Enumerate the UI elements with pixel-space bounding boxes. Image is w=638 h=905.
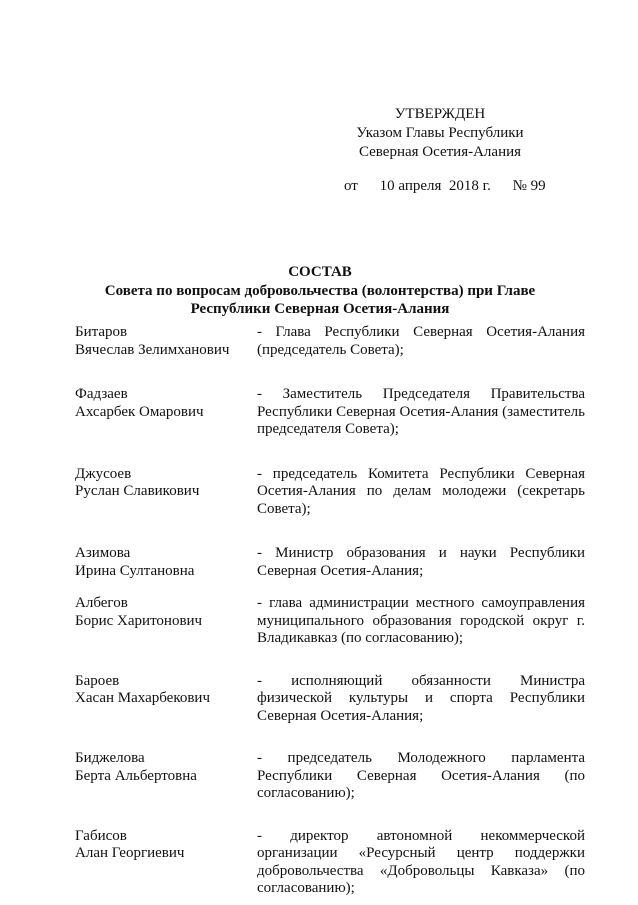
member-entry xyxy=(75,750,585,803)
member-given-names: Хасан Махарбекович xyxy=(75,690,210,706)
approval-republic-line: Северная Осетия-Алания xyxy=(358,144,522,160)
member-role: - председатель Комитета Республики Северная Осетия-Алания по делам молодежи (секретарь Совета); xyxy=(257,465,585,517)
member-role: - председатель Молодежного парламента Республики Северная Осетия-Алания (по согласованию); xyxy=(257,750,585,801)
approval-heading: УТВЕРЖДЕН xyxy=(394,106,486,122)
member-surname: Албегов xyxy=(75,595,128,611)
approval-decree-line: Указом Главы Республики xyxy=(356,125,524,141)
member-role: - исполняющий обязанности Министра физической культуры и спорта Республики Северная Осетия-Алания; xyxy=(257,672,585,724)
member-name xyxy=(75,750,250,785)
date-prefix: от xyxy=(344,178,358,194)
member-role: - Заместитель Председателя Правительства Республики Северная Осетия-Алания (заместитель председателя Совета); xyxy=(257,386,585,437)
member-entry xyxy=(75,545,585,580)
member-entry xyxy=(75,595,585,648)
member-entry xyxy=(75,466,585,519)
member-surname: Фадзаев xyxy=(75,386,128,402)
member-given-names: Руслан Славикович xyxy=(75,483,200,499)
member-role: - Глава Республики Северная Осетия-Алания (председатель Совета); xyxy=(257,324,585,358)
member-name xyxy=(75,324,250,359)
member-name xyxy=(75,466,250,501)
member-given-names: Ахсарбек Омарович xyxy=(75,403,204,420)
member-name xyxy=(75,673,250,708)
member-entry xyxy=(75,673,585,726)
member-surname: Азимова xyxy=(75,545,131,561)
member-entry xyxy=(75,828,585,898)
document-subtitle-line-2: Республики Северная Осетия-Алания xyxy=(190,301,450,317)
approval-stamp xyxy=(330,105,550,162)
member-surname: Габисов xyxy=(75,827,127,844)
approval-date-line xyxy=(344,177,546,196)
decree-number: № 99 xyxy=(512,178,546,194)
member-name xyxy=(75,828,250,863)
member-role: - директор автономной некоммерческой организации «Ресурсный центр поддержки добровольчества «Добровольцы Кавказа» (по согласованию); xyxy=(257,827,585,896)
member-name xyxy=(75,545,250,580)
council-members-list xyxy=(75,324,585,898)
document-title-block xyxy=(60,263,580,318)
member-role: - глава администрации местного самоуправления муниципального образования городской округ г. Владикавказ (по согласованию); xyxy=(257,595,585,646)
document-subtitle-line-1: Совета по вопросам добровольчества (волонтерства) при Главе xyxy=(104,283,536,299)
member-given-names: Берта Альбертовна xyxy=(75,767,197,784)
member-name xyxy=(75,595,250,630)
member-entry xyxy=(75,386,585,439)
member-surname: Битаров xyxy=(75,324,128,340)
document-title: СОСТАВ xyxy=(288,264,352,280)
decree-date: 10 апреля 2018 г. xyxy=(379,178,491,194)
member-given-names: Ирина Султановна xyxy=(75,562,195,579)
member-surname: Биджелова xyxy=(75,750,145,766)
member-entry xyxy=(75,324,585,359)
member-surname: Бароев xyxy=(75,672,120,689)
member-role: - Министр образования и науки Республики Северная Осетия-Алания; xyxy=(257,545,585,579)
member-given-names: Борис Харитонович xyxy=(75,612,203,629)
member-surname: Джусоев xyxy=(75,465,132,482)
member-given-names: Вячеслав Зелимханович xyxy=(75,341,230,358)
member-name xyxy=(75,386,250,421)
member-given-names: Алан Георгиевич xyxy=(75,845,185,861)
